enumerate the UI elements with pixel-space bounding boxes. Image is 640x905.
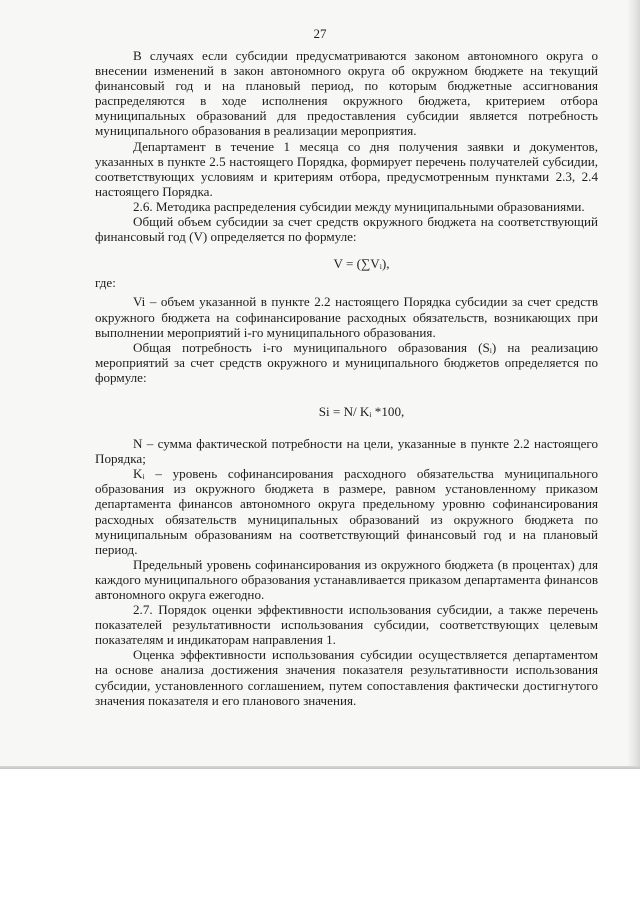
where-label: где:: [95, 275, 116, 291]
formula-total-volume: V = (∑Vᵢ),: [333, 256, 390, 272]
paragraph-department-list: Департамент в течение 1 месяца со дня получения заявки и документов, указанных в пункте 2.5 настоящего Порядка, формирует перечень получателей субсидии, соответствующих условиям и критериям отбора, предусмотренным пунктами 2.3, 2.4 настоящего Порядка.: [95, 138, 598, 199]
scan-edge-bottom: [0, 766, 640, 769]
formula-total-need: Si = N/ Kᵢ *100,: [318, 403, 405, 419]
paragraph-total-volume: Общий объем субсидии за счет средств окружного бюджета на соответствующий финансовый год (V) определяется по формуле:: [95, 214, 598, 245]
page-number: 27: [313, 26, 327, 41]
paragraph-ki-definition: Kᵢ – уровень софинансирования расходного обязательства муниципального образования из окружного бюджета в размере, равном установленному приказом департамента финансов автономного округа предельному уровню софинансирования расходных обязательств муниципальных образований из окружного бюджета по муниципальным образованиям на соответствующий финансовый год и на плановый период.: [95, 466, 598, 557]
paragraph-subsidy-law-cases: В случаях если субсидии предусматриваются законом автономного округа о внесении изменений в закон автономного округа об окружном бюджете на текущий финансовый год и на плановый период, по которым бюджетные ассигнования распределяются в ходе исполнения окружного бюджета, критерием отбора муниципальных образований для предоставления субсидии является потребность муниципального образования в реализации мероприятия.: [95, 48, 598, 139]
paragraph-efficiency-assessment: Оценка эффективности использования субсидии осуществляется департаментом на основе анализа достижения значения показателя результативности использования субсидии, установленного соглашением, путем сопоставления фактически достигнутого значения показателя и его планового значения.: [95, 647, 598, 708]
paragraph-n-definition: N – сумма фактической потребности на цели, указанные в пункте 2.2 настоящего Порядка;: [95, 436, 598, 467]
paragraph-cofinancing-limit: Предельный уровень софинансирования из окружного бюджета (в процентах) для каждого муниципального образования устанавливается приказом департамента финансов автономного округа ежегодно.: [95, 556, 598, 602]
section-heading-2-7: 2.7. Порядок оценки эффективности использования субсидии, а также перечень показателей результативности использования субсидии, соответствующих целевым показателям и индикаторам направления 1.: [95, 602, 598, 648]
scan-shadow-right: [627, 0, 640, 768]
section-heading-2-6: 2.6. Методика распределения субсидии между муниципальными образованиями.: [133, 198, 585, 214]
paragraph-vi-definition: Vi – объем указанной в пункте 2.2 настоящего Порядка субсидии за счет средств окружного бюджета на софинансирование расходных обязательств, возникающих при выполнении мероприятий i-го муниципального образования.: [95, 294, 598, 340]
paragraph-total-need: Общая потребность i-го муниципального образования (Sᵢ) на реализацию мероприятий за счет средств окружного и муниципального бюджетов определяется по формуле:: [95, 339, 598, 385]
document-body: [95, 48, 598, 708]
